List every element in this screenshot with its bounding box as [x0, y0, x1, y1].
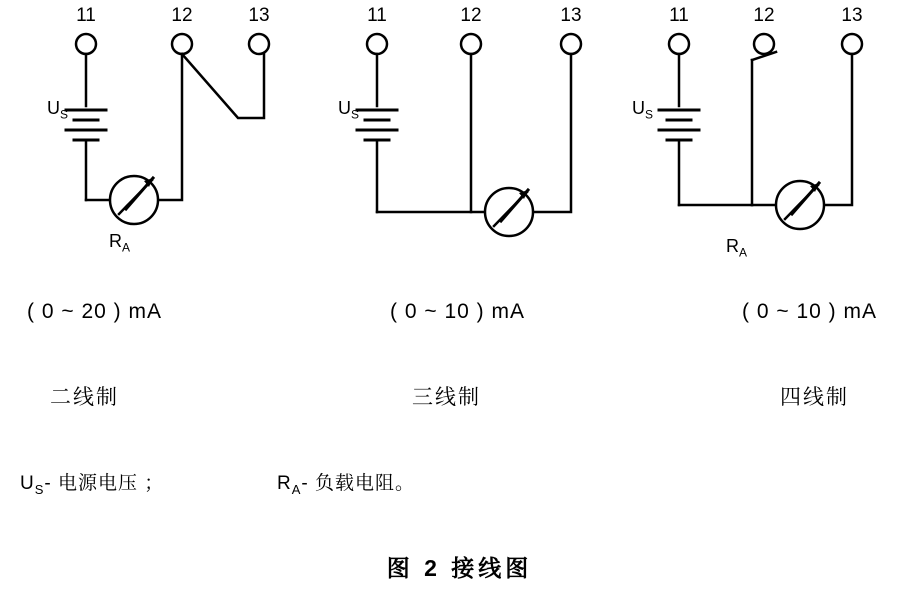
wire-meter-to-13-d2: [533, 54, 571, 212]
legend-source-symbol: U: [20, 473, 35, 494]
source-subscript-d2: S: [351, 107, 360, 122]
source-symbol-d1: U: [47, 98, 60, 118]
range-label-d2: ( 0 ~ 10 ) mA: [390, 300, 525, 323]
wire-meter-to-13-d3: [824, 54, 852, 205]
source-symbol-d3: U: [632, 98, 645, 118]
terminal-label-12-d1: 12: [171, 5, 193, 26]
terminal-label-13-d2: 13: [560, 5, 582, 26]
range-label-d1: ( 0 ~ 20 ) mA: [27, 300, 162, 323]
switch-blade-d1: [182, 54, 264, 118]
source-label-d2: [338, 98, 359, 122]
terminal-11-circle-d2: [367, 34, 387, 54]
terminal-11-circle-d1: [76, 34, 96, 54]
terminal-11-circle-d3: [669, 34, 689, 54]
source-symbol-d2: U: [338, 98, 351, 118]
wiring-type-label-d1: 二线制: [50, 386, 119, 409]
terminal-12-circle-d1: [172, 34, 192, 54]
terminal-label-12-d3: 12: [753, 5, 775, 26]
terminal-13-circle-d1: [249, 34, 269, 54]
terminal-label-11-d3: 11: [669, 5, 689, 26]
load-label-d3: [726, 236, 747, 260]
terminal-12-circle-d2: [461, 34, 481, 54]
legend-load-subscript: A: [291, 481, 302, 497]
source-subscript-d1: S: [60, 107, 69, 122]
wire-meter-to-12-d1: [158, 54, 182, 200]
terminal-13-circle-d3: [842, 34, 862, 54]
terminal-label-11-d2: 11: [367, 5, 387, 26]
source-subscript-d3: S: [645, 107, 654, 122]
legend-load-symbol: R: [277, 473, 292, 494]
legend-load-text: - 负载电阻。: [301, 473, 416, 494]
range-label-d3: ( 0 ~ 10 ) mA: [742, 300, 877, 323]
terminal-13-circle-d2: [561, 34, 581, 54]
terminal-label-11-d1: 11: [76, 5, 96, 26]
source-label-d3: [632, 98, 653, 122]
load-symbol-d3: R: [726, 236, 739, 256]
figure-caption: 图 2 接线图: [386, 555, 533, 581]
legend-load: [277, 468, 415, 497]
terminal-label-13-d3: 13: [841, 5, 863, 26]
load-subscript-d1: A: [122, 240, 131, 255]
legend-source-text: - 电源电压 ；: [44, 473, 165, 494]
legend-source: [20, 468, 164, 497]
terminal-label-13-d1: 13: [248, 5, 270, 26]
load-subscript-d3: A: [739, 245, 748, 260]
wiring-type-label-d2: 三线制: [412, 386, 481, 409]
wiring-type-label-d3: 四线制: [780, 386, 849, 409]
source-label-d1: [47, 98, 68, 122]
load-label-d1: [109, 231, 130, 255]
terminal-12-circle-d3: [754, 34, 774, 54]
load-symbol-d1: R: [109, 231, 122, 251]
legend-source-subscript: S: [34, 481, 45, 497]
terminal-label-12-d2: 12: [460, 5, 482, 26]
